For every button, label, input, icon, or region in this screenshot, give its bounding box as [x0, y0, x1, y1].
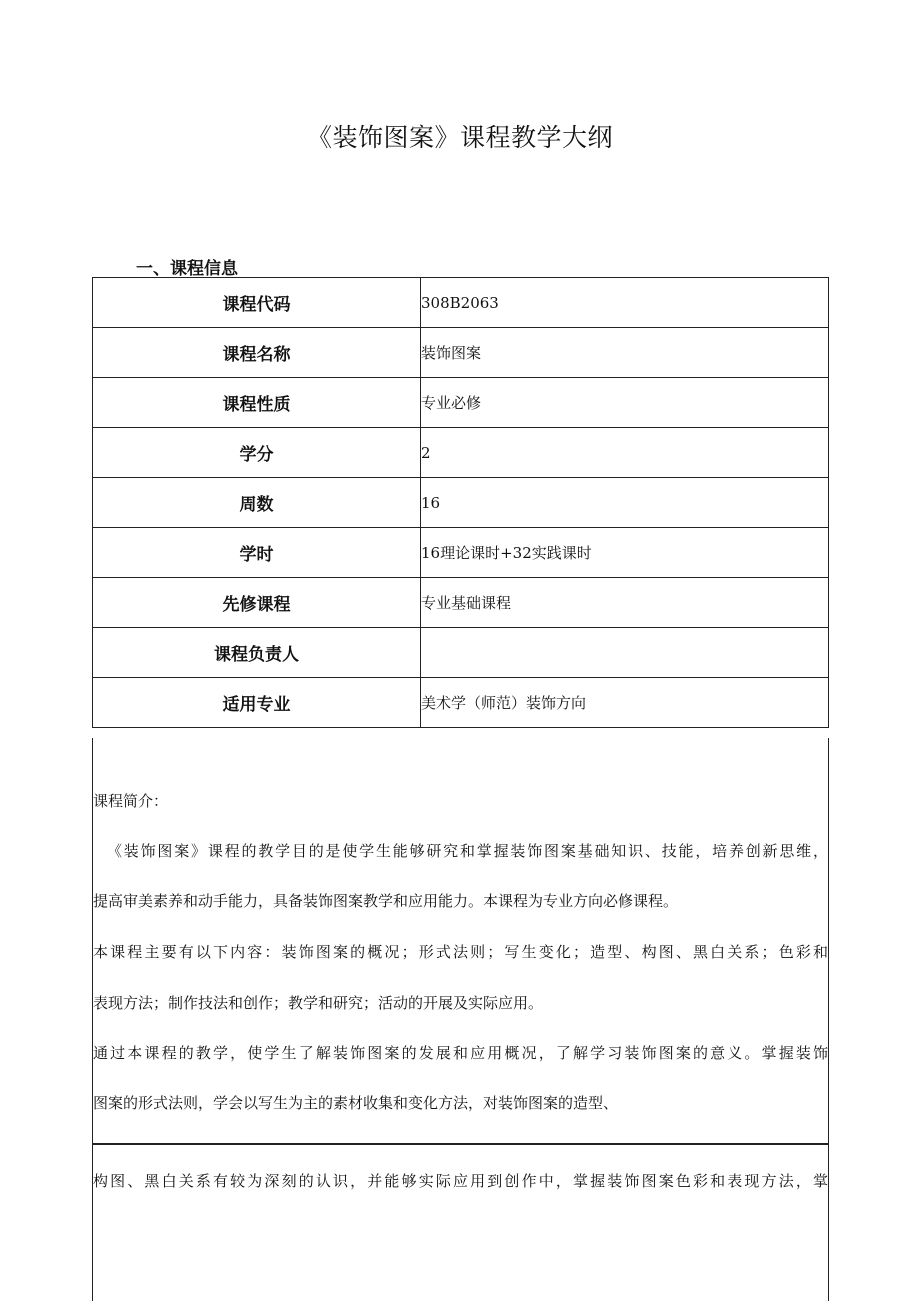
row-label: 课程名称 [93, 328, 421, 378]
intro-line: 通过本课程的教学，使学生了解装饰图案的发展和应用概况，了解学习装饰图案的意义。掌握装饰 [93, 1044, 828, 1062]
table-row [93, 528, 829, 578]
table-row [93, 428, 829, 478]
intro-box-continued [92, 1144, 829, 1301]
row-label: 课程性质 [93, 378, 421, 428]
row-label: 课程代码 [93, 278, 421, 328]
intro-line: 《装饰图案》课程的教学目的是使学生能够研究和掌握装饰图案基础知识、技能，培养创新思维， [107, 842, 828, 860]
row-label: 学时 [93, 528, 421, 578]
intro-line: 表现方法；制作技法和创作；教学和研究；活动的开展及实际应用。 [93, 994, 544, 1012]
section-heading: 一、课程信息 [136, 259, 238, 279]
row-label: 学分 [93, 428, 421, 478]
table-row [93, 628, 829, 678]
document-title: 《装饰图案》课程教学大纲 [306, 123, 613, 152]
table-row [93, 378, 829, 428]
intro-line: 本课程主要有以下内容：装饰图案的概况；形式法则；写生变化；造型、构图、黑白关系；色彩和 [93, 943, 828, 961]
row-value: 专业必修 [421, 378, 829, 428]
row-label: 周数 [93, 478, 421, 528]
row-value: 2 [421, 428, 829, 478]
intro-line: 构图、黑白关系有较为深刻的认识，并能够实际应用到创作中，掌握装饰图案色彩和表现方法，掌 [93, 1172, 828, 1190]
table-row [93, 478, 829, 528]
row-label: 适用专业 [93, 678, 421, 728]
row-value: 专业基础课程 [421, 578, 829, 628]
course-info-table [92, 277, 829, 728]
row-label: 先修课程 [93, 578, 421, 628]
row-value: 308B2063 [421, 278, 829, 328]
row-value: 美术学（师范）装饰方向 [421, 678, 829, 728]
intro-line: 图案的形式法则，学会以写生为主的素材收集和变化方法，对装饰图案的造型、 [93, 1094, 619, 1112]
table-row [93, 678, 829, 728]
intro-heading: 课程简介： [93, 792, 169, 810]
row-label: 课程负责人 [93, 628, 421, 678]
table-row [93, 278, 829, 328]
row-value: 装饰图案 [421, 328, 829, 378]
table-row [93, 578, 829, 628]
table-row [93, 328, 829, 378]
row-value: 16理论课时+32实践课时 [421, 528, 829, 578]
intro-line: 提高审美素养和动手能力，具备装饰图案教学和应用能力。本课程为专业方向必修课程。 [93, 892, 679, 910]
row-value: 16 [421, 478, 829, 528]
row-value [421, 628, 829, 678]
